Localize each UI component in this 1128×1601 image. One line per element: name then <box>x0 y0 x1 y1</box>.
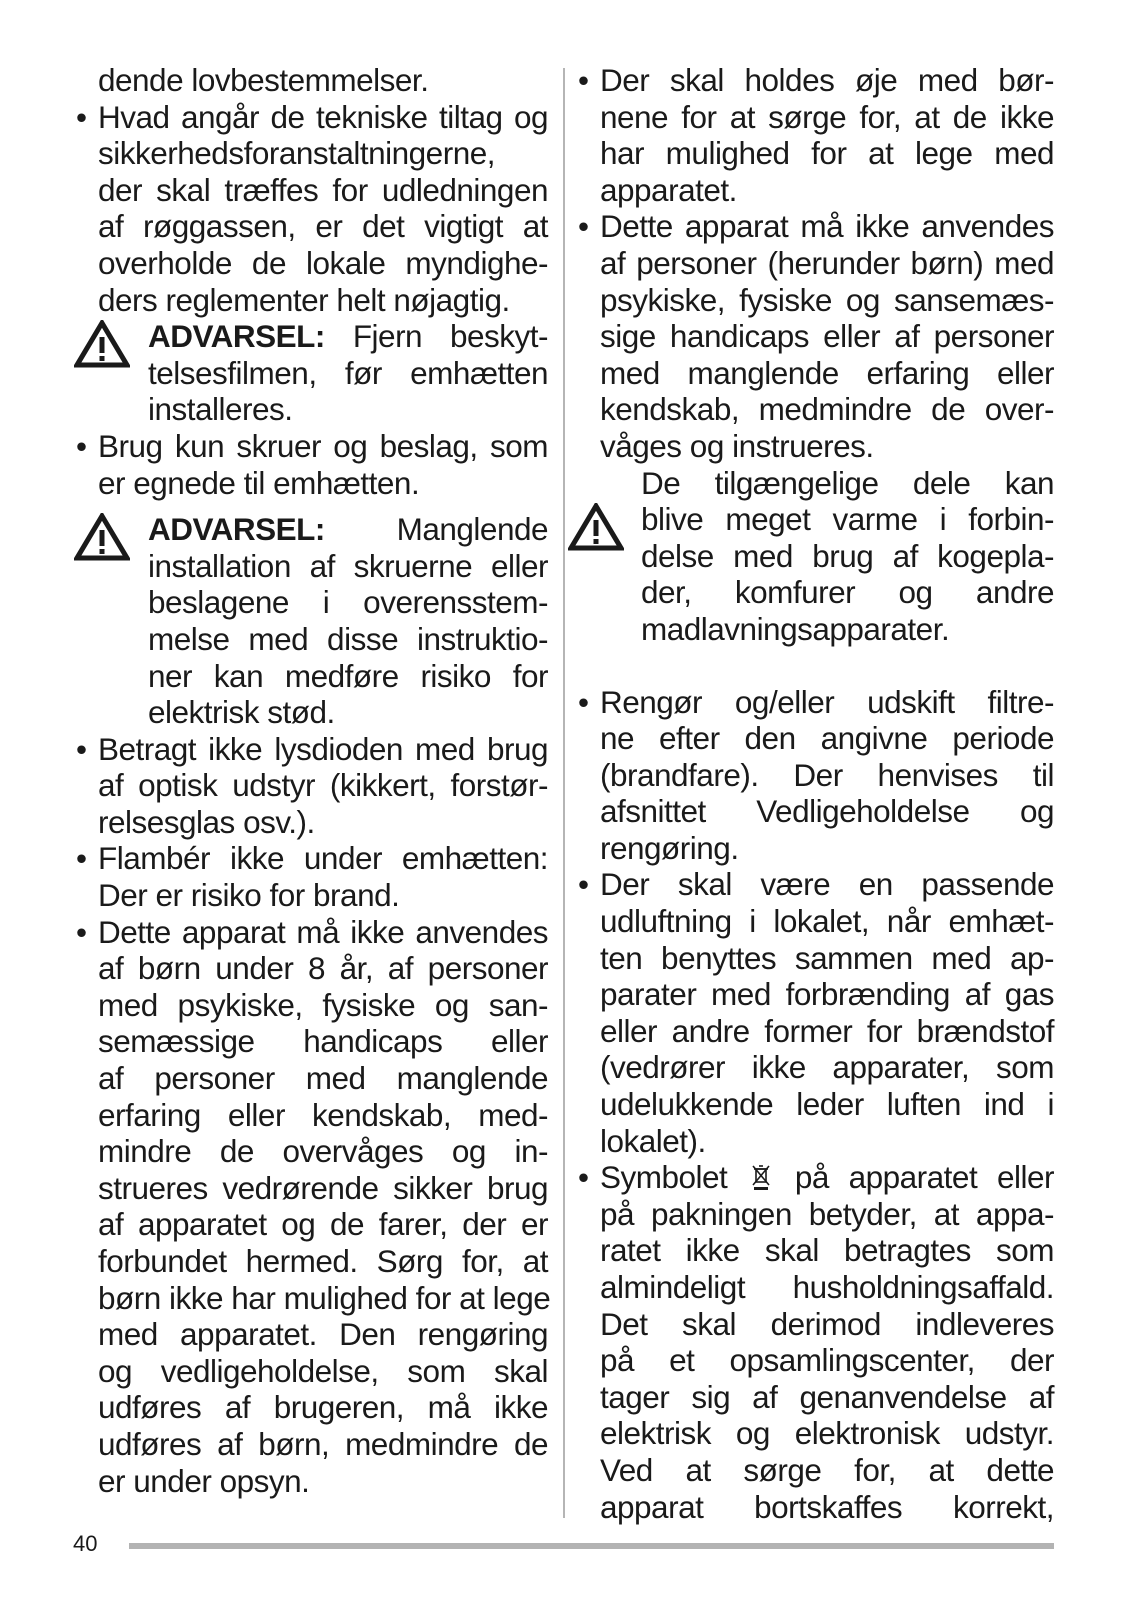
bullet-item <box>576 208 1054 464</box>
column-divider <box>563 68 565 1518</box>
text-line: af apparatet og de farer, der er <box>98 1206 548 1243</box>
text-line: Der er risiko for brand. <box>98 877 400 914</box>
footer-rule <box>129 1543 1054 1549</box>
bullet-dot: • <box>76 427 87 464</box>
text-line: af børn under 8 år, af personer <box>98 950 548 987</box>
bullet-item <box>576 1159 1054 1525</box>
left-column <box>74 62 551 1499</box>
bullet-item <box>74 913 551 1500</box>
bullet-item <box>576 62 1054 208</box>
text-line: på apparatet eller <box>794 1159 1054 1196</box>
bullet-dot: • <box>578 208 589 245</box>
text-line: relsesglas osv.). <box>98 803 315 840</box>
text-line: forbundet hermed. Sørg for, at <box>98 1243 548 1279</box>
text-line: Der skal holdes øje med bør- <box>600 62 1054 98</box>
text-line: installeres. <box>148 391 293 428</box>
text-line: sige handicaps eller af personer <box>600 318 1054 355</box>
text-line: blive meget varme i forbin- <box>641 501 1054 538</box>
text-line: udføres af børn, medmindre de <box>98 1425 548 1462</box>
bullet-dot: • <box>578 866 589 903</box>
text-line: af optisk udstyr (kikkert, forstør- <box>98 767 548 804</box>
text-line: med manglende erfaring eller <box>600 354 1054 391</box>
bullet-text <box>600 1196 1054 1525</box>
text-line: ner kan medføre risiko for <box>148 657 548 694</box>
text-line: ne efter den angivne periode <box>600 720 1054 757</box>
text-line: Rengør og/eller udskift filtre- <box>600 683 1054 720</box>
text-line: ten benyttes sammen med ap- <box>600 939 1054 976</box>
warning-triangle-icon <box>568 503 624 551</box>
text-line: semæssige handicaps eller <box>98 1023 548 1060</box>
text-line: elektrisk stød. <box>148 694 335 731</box>
text-line: (vedrører ikke apparater, som <box>600 1049 1054 1086</box>
warning-block <box>74 318 548 428</box>
text-line: Det skal derimod indleveres <box>600 1305 1054 1342</box>
text-line: Fjern beskyt- <box>352 318 548 355</box>
bullet-dot: • <box>578 62 589 98</box>
warning-text <box>148 355 548 428</box>
text-line: udluftning i lokalet, når emhæt- <box>600 903 1054 940</box>
warning-triangle-icon <box>74 513 130 561</box>
text-line: almindeligt husholdningsaffald. <box>600 1269 1054 1305</box>
text-line: mindre de overvåges og in- <box>98 1133 548 1170</box>
warning-triangle-icon <box>74 320 130 368</box>
crossed-out-bin-icon <box>751 1163 771 1191</box>
bullet-dot: • <box>76 98 87 135</box>
text-line: udelukkende leder luften ind i <box>600 1086 1054 1123</box>
text-line: nene for at sørge for, at de ikke <box>600 98 1054 135</box>
warning-first-line <box>148 511 548 548</box>
text-line: strueres vedrørende sikker brug <box>98 1169 548 1206</box>
text-line: ratet ikke skal betragtes som <box>600 1232 1054 1269</box>
text-line: på et opsamlingscenter, der <box>600 1342 1054 1379</box>
text-line: lokalet). <box>600 1122 706 1159</box>
text-line: kendskab, medmindre de over- <box>600 391 1054 428</box>
text-line: Flambér ikke under emhætten: <box>98 840 548 877</box>
text-line: og vedligeholdelse, som skal <box>98 1352 548 1389</box>
text-line: eller andre former for brændstof <box>600 1012 1054 1049</box>
text-line: (brandfare). Der henvises til <box>600 756 1054 793</box>
text-line: beslagene i overensstem- <box>148 584 548 621</box>
text-line: børn ikke har mulighed for at lege <box>98 1279 551 1316</box>
text-line: installation af skruerne eller <box>148 547 548 584</box>
text-line: udføres af brugeren, må ikke <box>98 1389 548 1426</box>
text-line: De tilgængelige dele kan <box>641 464 1054 501</box>
text-line: afsnittet Vedligeholdelse og <box>600 793 1054 830</box>
text-line: elektrisk og elektronisk udstyr. <box>600 1415 1054 1452</box>
continued-text <box>74 62 548 99</box>
text-line: Dette apparat må ikke anvendes <box>600 208 1054 245</box>
text-line: apparatet. <box>600 171 737 208</box>
bullet-dot: • <box>76 913 87 950</box>
text-line: rengøring. <box>600 829 739 866</box>
text-line: parater med forbrænding af gas <box>600 976 1054 1013</box>
bullet-dot: • <box>76 840 87 877</box>
bullet-dot: • <box>578 1159 589 1196</box>
text-line: tager sig af genanvendelse af <box>600 1378 1054 1415</box>
text-line: af personer med manglende <box>98 1060 548 1097</box>
bullet-dot: • <box>578 683 589 720</box>
text-line: overholde de lokale myndighe- <box>98 244 548 281</box>
bullet-item <box>74 428 548 501</box>
text-line: der, komfurer og andre <box>641 574 1054 611</box>
warning-block <box>576 465 1054 648</box>
symbol-line <box>600 1159 1054 1196</box>
text-line: af personer (herunder børn) med <box>600 244 1054 281</box>
bullet-item <box>576 866 1054 1159</box>
text-line: Dette apparat må ikke anvendes <box>98 913 548 950</box>
text-line: apparat bortskaffes korrekt, <box>600 1488 1054 1525</box>
bullet-item <box>74 840 548 913</box>
bullet-item <box>576 684 1054 867</box>
text-line: delse med brug af kogepla- <box>641 537 1054 574</box>
text-line: erfaring eller kendskab, med- <box>98 1096 548 1133</box>
text-line: af røggassen, er det vigtigt at <box>98 208 548 245</box>
text-line: Symbolet <box>600 1159 728 1196</box>
text-line: melse med disse instruktio- <box>148 620 548 657</box>
text-line: Brug kun skruer og beslag, som <box>98 427 548 464</box>
page-number: 40 <box>73 1531 98 1556</box>
spacer <box>576 648 1054 684</box>
warning-text <box>148 548 548 731</box>
text-line: Der skal være en passende <box>600 866 1054 903</box>
text-line: har mulighed for at lege med <box>600 135 1054 172</box>
text-line: er egnede til emhætten. <box>98 464 420 501</box>
text-line: psykiske, fysiske og sansemæs- <box>600 281 1054 318</box>
bullet-item <box>74 99 548 319</box>
warning-block <box>74 511 548 731</box>
text-line: våges og instrueres. <box>600 427 874 464</box>
text-line: med psykiske, fysiske og san- <box>98 986 548 1023</box>
text-line: dende lovbestemmelser. <box>98 62 429 98</box>
text-line: sikkerhedsforanstaltningerne, <box>98 135 495 172</box>
right-column <box>576 62 1054 1525</box>
text-line: Hvad angår de tekniske tiltag og <box>98 98 548 135</box>
text-line: med apparatet. Den rengøring <box>98 1316 548 1353</box>
bullet-item <box>74 731 548 841</box>
bullet-dot: • <box>76 730 87 767</box>
text-line: Manglende <box>396 511 548 548</box>
warning-label: ADVARSEL: <box>148 511 325 548</box>
text-line: er under opsyn. <box>98 1462 310 1499</box>
text-line: ders reglementer helt nøjagtig. <box>98 281 510 318</box>
text-line: Ved at sørge for, at dette <box>600 1451 1054 1488</box>
warning-first-line <box>148 318 548 355</box>
warning-text <box>641 465 1054 648</box>
text-line: på pakningen betyder, at appa- <box>600 1195 1054 1232</box>
text-line: der skal træffes for udledningen <box>98 171 548 208</box>
text-line: telsesfilmen, før emhætten <box>148 354 548 391</box>
text-line: Betragt ikke lysdioden med brug <box>98 730 548 767</box>
warning-label: ADVARSEL: <box>148 318 325 355</box>
text-line: madlavningsapparater. <box>641 610 950 647</box>
